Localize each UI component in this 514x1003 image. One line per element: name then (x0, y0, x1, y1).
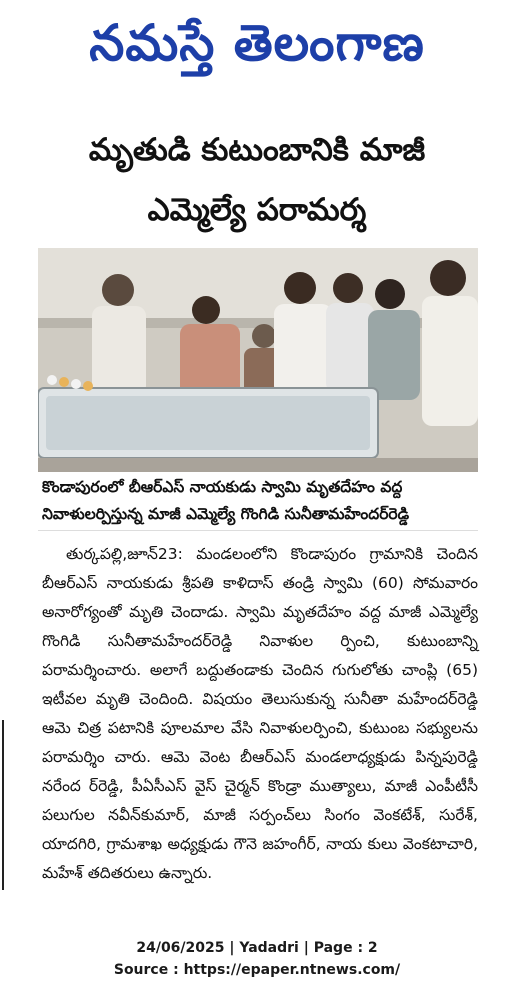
article-body (42, 540, 478, 888)
masthead-title: నమస్తే తెలంగాణ (89, 14, 425, 72)
footer-source: Source : https://epaper.ntnews.com/ (113, 962, 401, 978)
article-paragraph: తుర్కపల్లి,జూన్23: మండలంలోని కొండాపురం గ్రామానికి చెందిన బీఆర్ఎస్ నాయకుడు శ్రీపతి కాళిదాస్ తండ్రి స్వామి (60) సోమవారం అనారోగ్యంతో మృతి చెందాడు. స్వామి మృతదేహం వద్ద మాజీ ఎమ్మెల్యే గొంగిడి సునీతామహేందర్‌రెడ్డి నివాళుల ర్పించి, కుటుంబాన్ని పరామర్శించారు. అలాగే బద్దుతండాకు చెందిన గుగులోతు చాంప్లి (65) ఇటీవల మృతి చెందింది. విషయం తెలుసుకున్న సునీతా మహేందర్‌రెడ్డి ఆమె చిత్ర పటానికి పూలమాల వేసి నివాళులర్పించి, కుటుంబ సభ్యులను పరామర్శిం చారు. ఆమె వెంట బీఆర్ఎస్ మండలాధ్యక్షుడు పిన్నపురెడ్డి నరేంద ర్‌రెడ్డి, పీఏసీఎస్ వైస్ చైర్మన్ కొండ్రా ముత్యాలు, మాజీ ఎంపీటీసీ పలుగుల నవీన్‌కుమార్, మాజీ సర్పంచ్‌లు సింగం వెంకటేశ్, సురేశ్, యాదగిరి, గ్రామశాఖ అధ్యక్షుడు గౌనె జహంగీర్, నాయ కులు వెంకటాచారి, మహేశ్ తదితరులు ఉన్నారు. (42, 545, 478, 882)
headline-line-2: ఎమ్మెల్యే పరామర్శ (147, 192, 367, 228)
newspaper-masthead (0, 4, 514, 82)
margin-rule (2, 720, 4, 890)
caption-line-1: కొండాపురంలో బీఆర్ఎస్ నాయకుడు స్వామి మృతదేహం వద్ద (42, 478, 403, 496)
footer-date-edition: 24/06/2025 | Yadadri | Page : 2 (136, 940, 378, 956)
caption-line-2: నివాళులర్పిస్తున్న మాజీ ఎమ్మెల్యే గొంగిడి సునీతామహేందర్‌రెడ్డి (42, 505, 410, 523)
news-photo-illustration (38, 248, 478, 472)
photo-caption (38, 474, 478, 531)
headline-line-1: మృతుడి కుటుంబానికి మాజీ (88, 132, 426, 168)
news-photo (38, 248, 478, 472)
